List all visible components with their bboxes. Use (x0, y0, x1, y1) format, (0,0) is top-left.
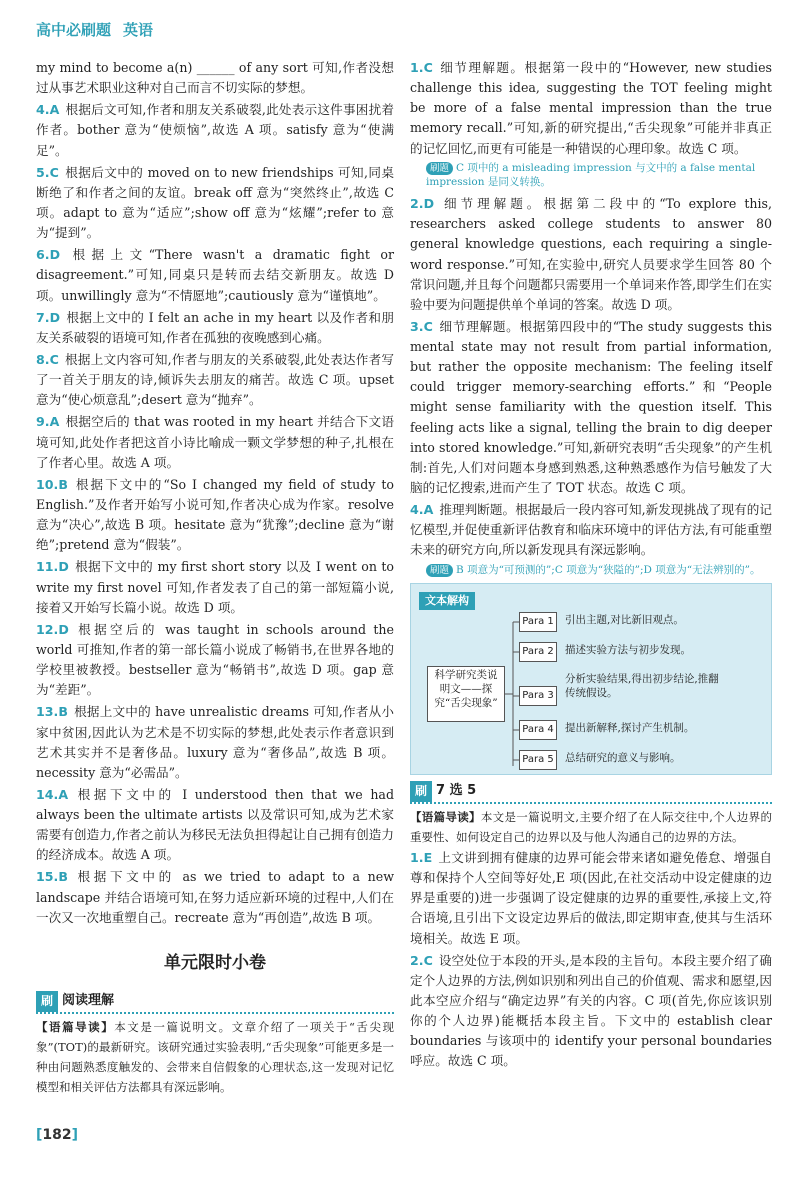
item-number: 4. (36, 102, 50, 118)
diagram-root: 科学研究类说明文——探究“舌尖现象” (427, 666, 505, 722)
item-answer: C (423, 318, 433, 334)
reading-guide (36, 1018, 394, 1097)
answer-item (36, 557, 394, 617)
item-number: 1. (410, 850, 424, 866)
item-explanation: 根据上文中的 I felt an ache in my heart 以及作者和朋友关系破裂的语境可知,作者在孤独的夜晚感到心痛。 (36, 309, 394, 345)
guide-label: 【语篇导读】 (36, 1020, 115, 1035)
answer-item (410, 500, 772, 560)
answer-item (410, 58, 772, 159)
answer-item (36, 350, 394, 410)
right-answer-list (410, 58, 772, 577)
item-number: 14. (36, 786, 59, 802)
item-explanation: 根据下文中的 my first short story 以及 I went on to write my first novel 可知,作者发表了自己的第一部短篇小说,接着又开始写长篇小说。故选 D 项。 (36, 559, 394, 615)
item-explanation: 设空处位于本段的开头,是本段的主旨句。本段主要介绍了确定个人边界的方法,例如识别和列出自己的价值观、需求和愿望,因此本空应介绍与“确定边界”有关的内容。C 项(首先,你应该识别你的个人边界)能概括本段主旨。下文中的 establish clear boundaries 与该项中的 identify your personal boundaries 呼应。故选 C 项。 (410, 952, 772, 1069)
item-answer: B (58, 476, 68, 492)
item-number: 10. (36, 476, 59, 492)
item-explanation: 细节理解题。根据第一段中的“However, new studies challenge this idea, suggesting the TOT feeling might be more of a false mental impression than the true memory recall.”可知,新的研究提出,“舌尖现象”可能并非真正的记忆回忆,而更有可能是一种错误的心理印象。故选 C 项。 (410, 60, 772, 156)
answer-item (36, 163, 394, 244)
guide2-label: 【语篇导读】 (410, 810, 481, 825)
para-box-2: Para 2 (519, 642, 557, 662)
item-number: 8. (36, 351, 50, 367)
para-box-4: Para 4 (519, 720, 557, 740)
item-number: 2. (410, 952, 424, 968)
item-answer: B (58, 704, 68, 720)
answer-item (410, 317, 772, 498)
item-answer: C (49, 351, 59, 367)
item-answer: A (423, 502, 434, 518)
answer-item (36, 412, 394, 472)
structure-diagram (419, 610, 765, 770)
item-answer: C (423, 60, 433, 75)
section-title: 单元限时小卷 (164, 952, 266, 973)
intro-text: my mind to become a(n) ______ of any sort 可知,作者没想过从事艺术职业这种对自己而言不切实际的梦想。 (36, 60, 394, 96)
item-number: 15. (36, 869, 59, 885)
banner-badge: 刷 (36, 991, 58, 1012)
item-explanation: 根据后文可知,作者和朋友关系破裂,此处表示这件事困扰着作者。bother 意为“使烦恼”,故选 A 项。satisfy 意为“使满足”。 (36, 102, 394, 158)
item-note (426, 161, 772, 190)
note-tag: 刷题 (426, 162, 453, 175)
guide2-text: 本文是一篇说明文,主要介绍了在人际交往中,个人边界的重要性、如何设定自己的边界以及与他人沟通自己的边界的方法。 (410, 810, 772, 845)
right-answer-list-2 (410, 848, 772, 1072)
item-number: 4. (410, 502, 424, 518)
item-explanation: 推理判断题。根据最后一段内容可知,新发现挑战了现有的记忆模型,并促使重新评估教育和临床环境中的评估方法,有可能重塑未来的研究方向,所以新发现具有深远影响。 (410, 502, 772, 558)
item-answer: A (58, 786, 69, 802)
header-series: 高中必刷题 (36, 21, 112, 39)
answer-item (410, 951, 772, 1072)
answer-item (36, 867, 394, 927)
item-explanation: 细节理解题。根据第四段中的“The study suggests this mental state may not result from partial information, but rather the opposite mechanism: The feeling itself could trigger memory-searching efforts.”和“People might sense familiarity with the question itself. This feeling acts like a signal, telling the brain to dig deeper into stored knowledge.”可知,新研究表明“舌尖现象”的产生机制:首先,人们对问题本身感到熟悉,这种熟悉感作为信号触发了大脑的记忆搜索,进而产生了 TOT 状态。故选 C 项。 (410, 318, 772, 496)
item-number: 6. (36, 247, 50, 263)
item-number: 3. (410, 318, 424, 334)
item-explanation: 根据上文内容可知,作者与朋友的关系破裂,此处表达作者写了一首关于朋友的诗,倾诉失去朋友的痛苦。故选 C 项。upset 意为“使心烦意乱”;desert 意为“抛弃”。 (36, 351, 394, 408)
item-number: 2. (410, 196, 424, 212)
item-explanation: 根据下文中的“So I changed my field of study to English.”及作者开始写小说可知,作者决心成为作家。resolve 意为“决心”,故选 B 项。hesitate 意为“犹豫”;decline 意为“谢绝”;pretend 意为“假装”。 (36, 476, 394, 553)
answer-item (36, 245, 394, 305)
page-header (36, 18, 165, 42)
para-desc-3: 分析实验结果,得出初步结论,推翻传统假设。 (565, 673, 719, 700)
seven-five-banner (410, 781, 772, 804)
answer-item (36, 308, 394, 348)
banner2-title: 7 选 5 (436, 783, 477, 799)
guide-text: 本文是一篇说明文。文章介绍了一项关于“舌尖现象”(TOT)的最新研究。该研究通过实验表明,“舌尖现象”可能更多是一种由问题熟悉度触发的、会带来自信假象的心理状态,这一发现对记忆模型和相关评估方法都具有深远影响。 (36, 1020, 394, 1094)
item-answer: D (58, 559, 69, 575)
page-number: [ 182 ] (36, 1124, 78, 1146)
item-answer: C (49, 164, 59, 180)
item-answer: E (423, 850, 433, 866)
item-number: 13. (36, 704, 59, 720)
answer-item (36, 702, 394, 783)
para-desc-4: 提出新解释,探讨产生机制。 (565, 722, 695, 735)
item-explanation: 根据下文中的 I understood then that we had always been the ultimate artists 以及常识可知,成为艺术家需要有创造力,作者之前认为移民无法负担得起让自己拥有创造力的经济成本。故选 A 项。 (36, 786, 394, 863)
item-answer: D (423, 196, 435, 212)
item-explanation: 根据后文中的 moved on to new friendships 可知,同桌断绝了和作者之间的友谊。break off 意为“突然终止”,故选 C 项。adapt to 意为“适应”;show off 意为“炫耀”;refer to 意为“提到”。 (36, 164, 394, 241)
para-desc-5: 总结研究的意义与影响。 (565, 752, 681, 765)
banner-title: 阅读理解 (62, 993, 115, 1009)
reading-banner (36, 991, 394, 1014)
item-explanation: 根据空后的 that was rooted in my heart 并结合下文语境可知,此处作者把这首小诗比喻成一颗文学梦想的种子,扎根在了作者心里。故选 A 项。 (36, 414, 394, 470)
item-number: 9. (36, 414, 50, 430)
left-column (36, 58, 394, 1097)
text-analysis-box (410, 583, 772, 775)
item-explanation: 细节理解题。根据第二段中的“To explore this, researchers asked college students to answer 80 general knowledge questions, each requiring a single-word response.”可知,在实验中,研究人员要求学生回答 80 个常识问题,并且每个问题都只需要用一个单词来作答,即学生们在实验中要为问题提供单个单词的答案。故选 D 项。 (410, 196, 772, 312)
item-answer: D (49, 247, 61, 263)
answer-item (36, 475, 394, 556)
analysis-title: 文本解构 (419, 592, 475, 610)
item-answer: A (49, 414, 60, 430)
item-explanation: 根据下文中的 as we tried to adapt to a new landscape 并结合语境可知,在努力适应新环境的过程中,人们在一次又一次地重塑自己。recreate 意为“再创造”,故选 B 项。 (36, 869, 394, 925)
left-answer-list (36, 100, 394, 928)
note-tag: 刷题 (426, 564, 453, 577)
answer-item (36, 785, 394, 866)
item-number: 5. (36, 164, 50, 180)
answer-item (36, 100, 394, 160)
answer-item (410, 194, 772, 315)
answer-item (36, 620, 394, 701)
para-box-3: Para 3 (519, 686, 557, 706)
item-number: 1. (410, 60, 424, 75)
item-explanation: 根据上文中的 have unrealistic dreams 可知,作者从小家中贫困,因此认为艺术是不切实际的梦想,此处表示作者意识到艺术其实并不是奢侈品。luxury 意为“奢侈品”,故选 B 项。necessity 意为“必需品”。 (36, 704, 394, 780)
item-explanation: 根据上文“There wasn't a dramatic fight or disagreement.”可知,同桌只是转而去结交新朋友。故选 D 项。unwillingly 意为“不情愿地”;cautiously 意为“谨慎地”。 (36, 247, 394, 303)
item-note (426, 563, 772, 578)
item-explanation: 根据空后的 was taught in schools around the world 可推知,作者的第一部长篇小说成了畅销书,在世界各地的学校里被教授。bestseller 意为“畅销书”,故选 D 项。gap 意为“差距”。 (36, 621, 394, 698)
item-answer: C (423, 952, 433, 968)
item-answer: B (58, 869, 68, 885)
para-box-1: Para 1 (519, 612, 557, 632)
right-column (410, 58, 772, 1074)
answer-item (410, 848, 772, 949)
para-box-5: Para 5 (519, 750, 557, 770)
item-number: 11. (36, 559, 59, 575)
para-desc-1: 引出主题,对比新旧观点。 (565, 614, 684, 627)
item-answer: D (49, 309, 61, 325)
reading-guide-2 (410, 808, 772, 848)
item-number: 7. (36, 309, 50, 325)
note-text: B 项意为“可预测的”;C 项意为“狭隘的”;D 项意为“无法辨别的”。 (456, 563, 761, 576)
item-number: 12. (36, 621, 59, 637)
para-desc-2: 描述实验方法与初步发现。 (565, 644, 691, 657)
item-explanation: 上文讲到拥有健康的边界可能会带来诸如避免倦怠、增强自尊和保持个人空间等好处,E 项(因此,在社交活动中设定健康的边界是重要的)进一步强调了设定健康的边界的重要性,承接上文,符合语境,且引出下文设定边界后的做法,即定期审查,使其与生活环境相关。故选 E 项。 (410, 850, 772, 946)
banner2-badge: 刷 (410, 781, 432, 802)
item-answer: D (58, 621, 69, 637)
note-text: C 项中的 a misleading impression 与文中的 a false mental impression 是同义转换。 (426, 161, 756, 189)
item-answer: A (49, 102, 60, 118)
header-subject: 英语 (123, 21, 154, 39)
